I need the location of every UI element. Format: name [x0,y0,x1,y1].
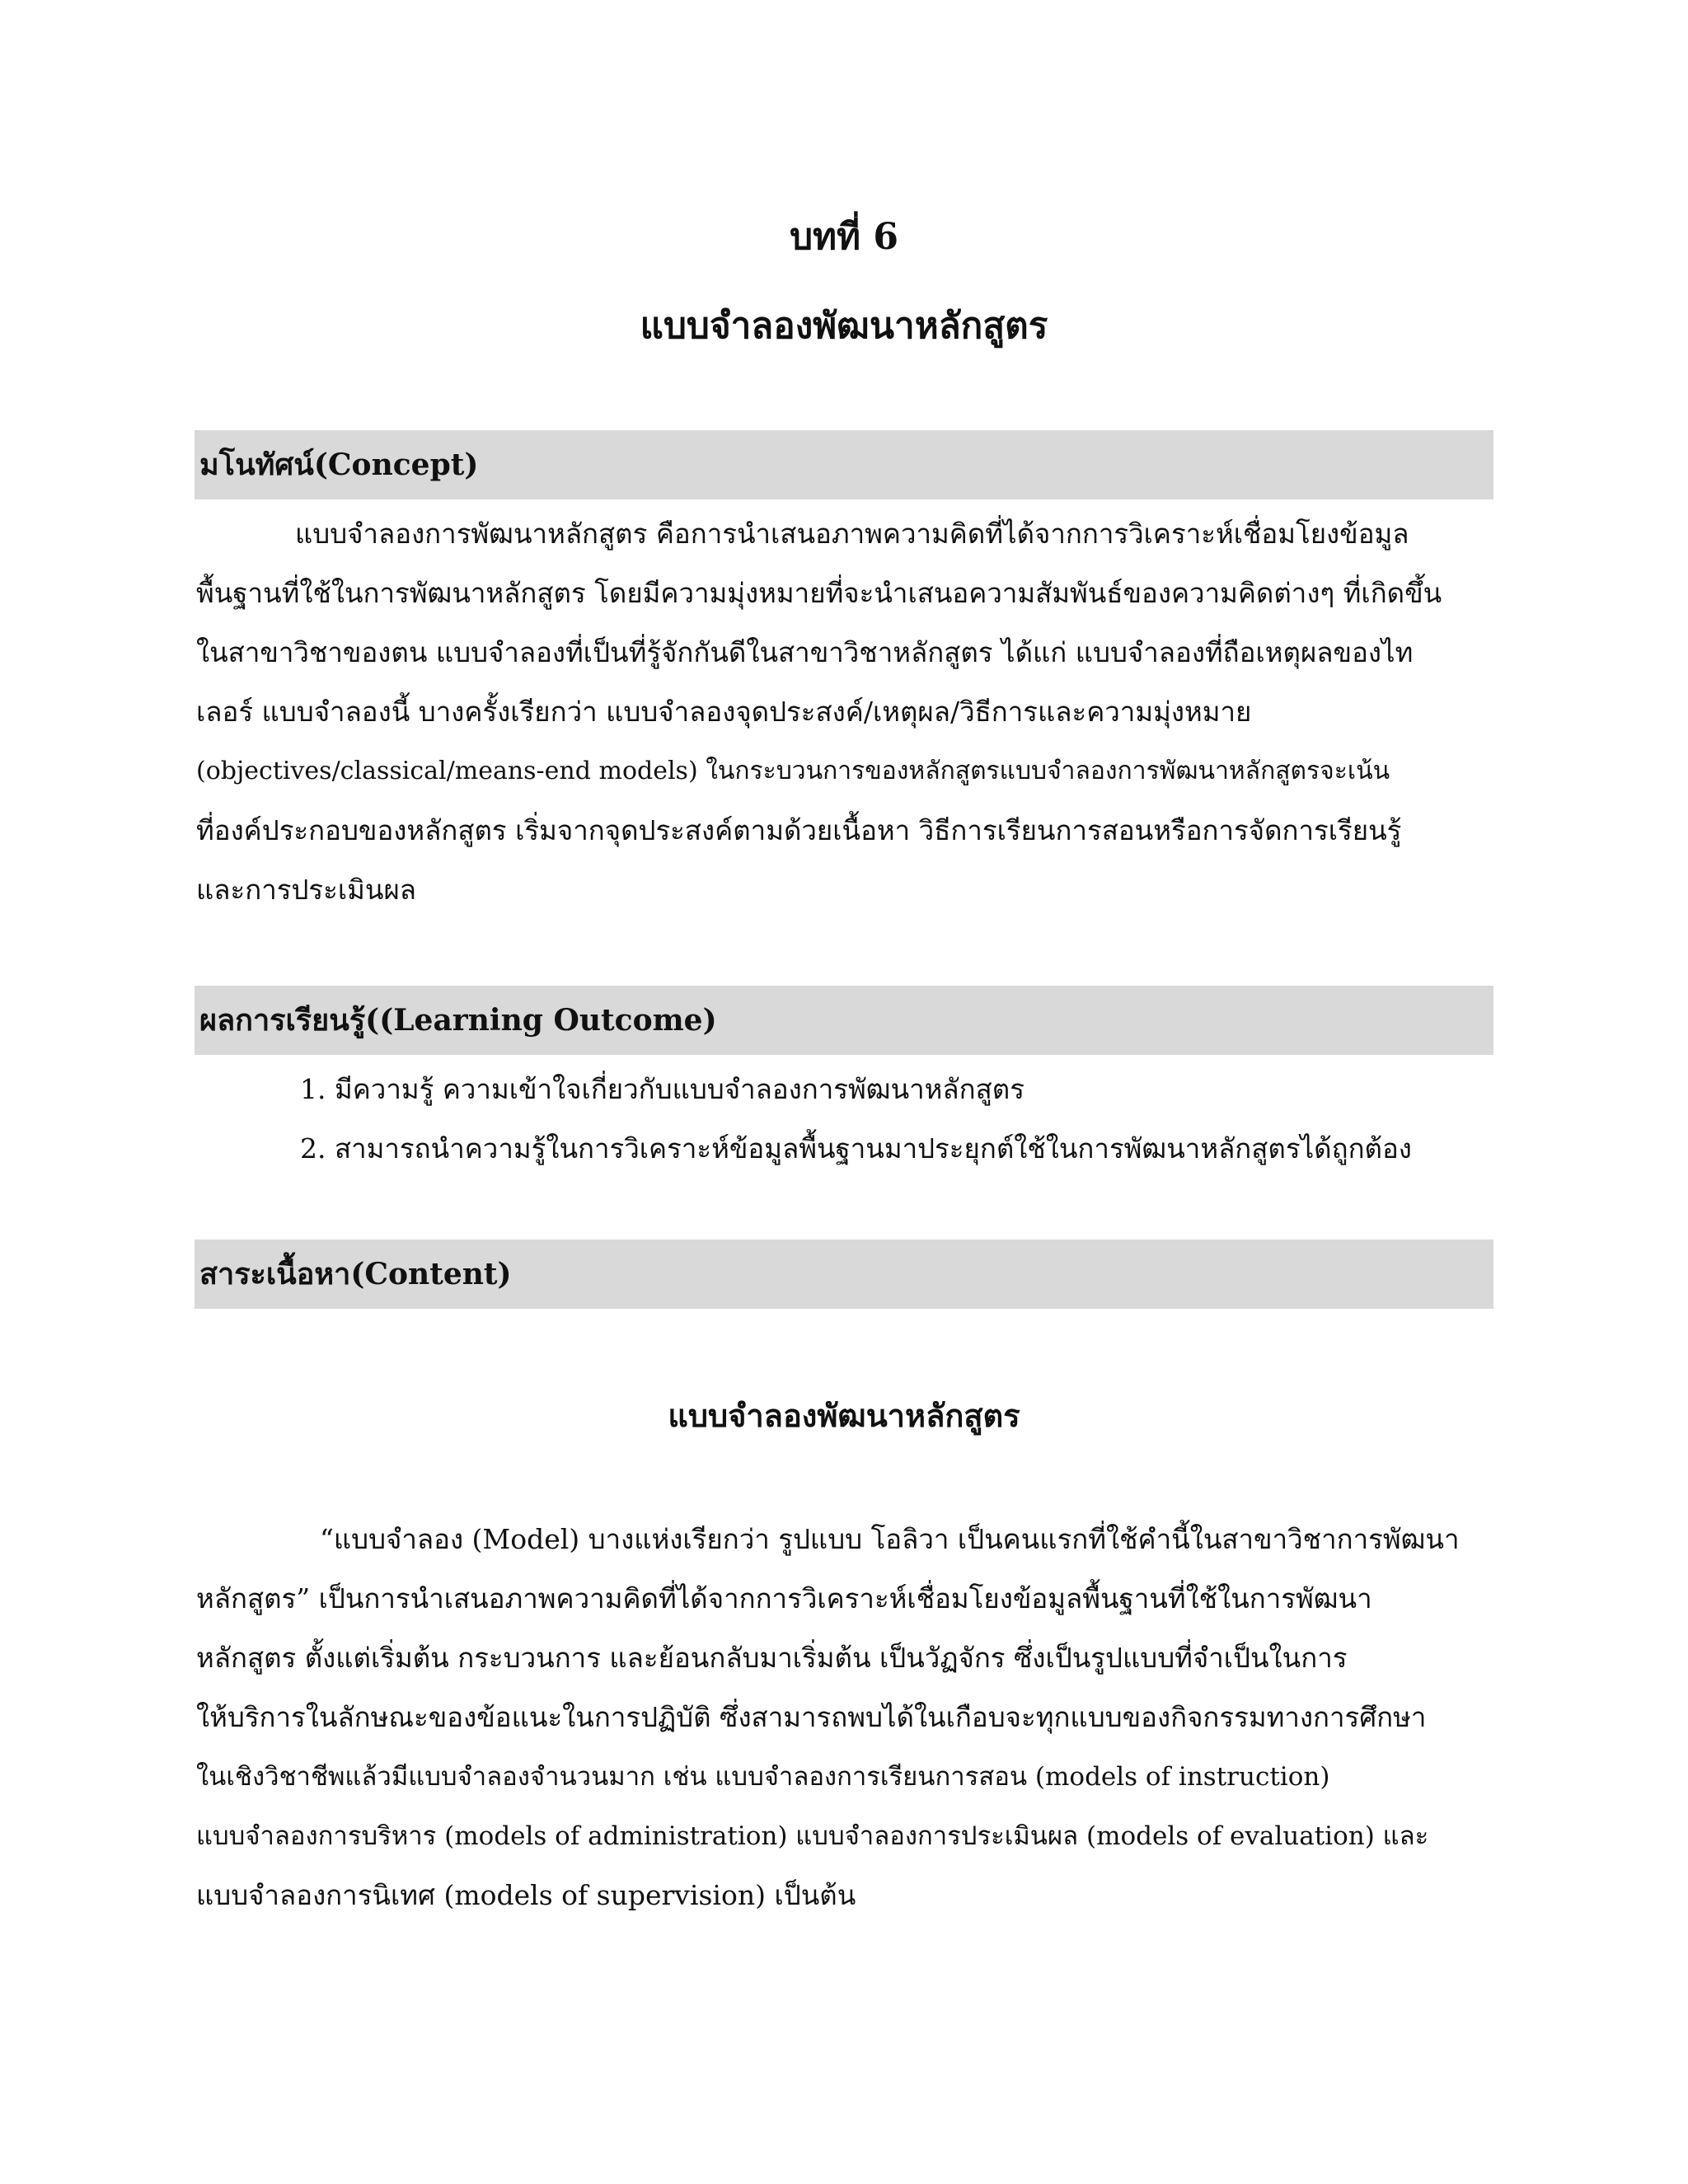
content-line: ในเชิงวิชาชีพแล้วมีแบบจำลองจำนวนมาก เช่น แบบจำลองการเรียนการสอน (models of instruction) [196,1762,1330,1792]
section-heading-content: สาระเนื้อหา(Content) [199,1257,512,1291]
section-heading-learning-outcome: ผลการเรียนรู้((Learning Outcome) [199,1003,717,1038]
content-line: ให้บริการในลักษณะของข้อแนะในการปฏิบัติ ซึ่งสามารถพบได้ในเกือบจะทุกแบบของกิจกรรมทางการศึกษา [196,1701,1427,1733]
content-line: แบบจำลองการนิเทศ (models of supervision) เป็นต้น [196,1879,856,1911]
section-header-content [195,1240,1493,1309]
content-line: หลักสูตร ตั้งแต่เริ่มต้น กระบวนการ และย้อนกลับมาเริ่มต้น เป็นวัฏจักร ซึ่งเป็นรูปแบบที่จำเป็นในการ [196,1642,1348,1674]
learning-outcome-item: 2. สามารถนำความรู้ในการวิเคราะห์ข้อมูลพื้นฐานมาประยุกต์ใช้ในการพัฒนาหลักสูตรได้ถูกต้อง [300,1132,1412,1165]
learning-outcome-item: 1. มีความรู้ ความเข้าใจเกี่ยวกับแบบจำลองการพัฒนาหลักสูตร [300,1073,1025,1105]
concept-line: และการประเมินผล [196,874,416,906]
content-line: “แบบจำลอง (Model) บางแห่งเรียกว่า รูปแบบ โอลิวา เป็นคนแรกที่ใช้คำนี้ในสาขาวิชาการพัฒนา [320,1523,1460,1555]
concept-line: ที่องค์ประกอบของหลักสูตร เริ่มจากจุดประสงค์ตามด้วยเนื้อหา วิธีการเรียนการสอนหรือการจัดการเรียนรู้ [196,814,1402,846]
concept-line: (objectives/classical/means-end models) ในกระบวนการของหลักสูตรแบบจำลองการพัฒนาหลักสูตรจะเน้น [196,757,1390,785]
content-line: หลักสูตร” เป็นการนำเสนอภาพความคิดที่ได้จากการวิเคราะห์เชื่อมโยงข้อมูลพื้นฐานที่ใช้ในการพัฒนา [196,1582,1372,1615]
content-paragraph [196,1510,1493,1925]
section-heading-concept: มโนทัศน์(Concept) [199,448,479,482]
chapter-number: บทที่ 6 [790,216,898,258]
section-header-concept [195,430,1493,499]
concept-line: พื้นฐานที่ใช้ในการพัฒนาหลักสูตร โดยมีความมุ่งหมายที่จะนำเสนอความสัมพันธ์ของความคิดต่างๆ ที่เกิดขึ้น [196,577,1442,609]
chapter-title: แบบจำลองพัฒนาหลักสูตร [640,305,1048,347]
content-line: แบบจำลองการบริหาร (models of administration) แบบจำลองการประเมินผล (models of evaluation) และ [196,1821,1429,1851]
section-header-learning-outcome [195,986,1493,1055]
concept-line: แบบจำลองการพัฒนาหลักสูตร คือการนำเสนอภาพความคิดที่ได้จากการวิเคราะห์เชื่อมโยงข้อมูล [295,518,1409,550]
learning-outcome-list [300,1060,1487,1179]
content-subheading: แบบจำลองพัฒนาหลักสูตร [668,1397,1020,1434]
concept-line: ในสาขาวิชาของตน แบบจำลองที่เป็นที่รู้จักกันดีในสาขาวิชาหลักสูตร ได้แก่ แบบจำลองที่ถือเหตุผลของไท [196,636,1414,668]
concept-line: เลอร์ แบบจำลองนี้ บางครั้งเรียกว่า แบบจำลองจุดประสงค์/เหตุผล/วิธีการและความมุ่งหมาย [196,696,1252,728]
concept-paragraph [196,504,1493,920]
